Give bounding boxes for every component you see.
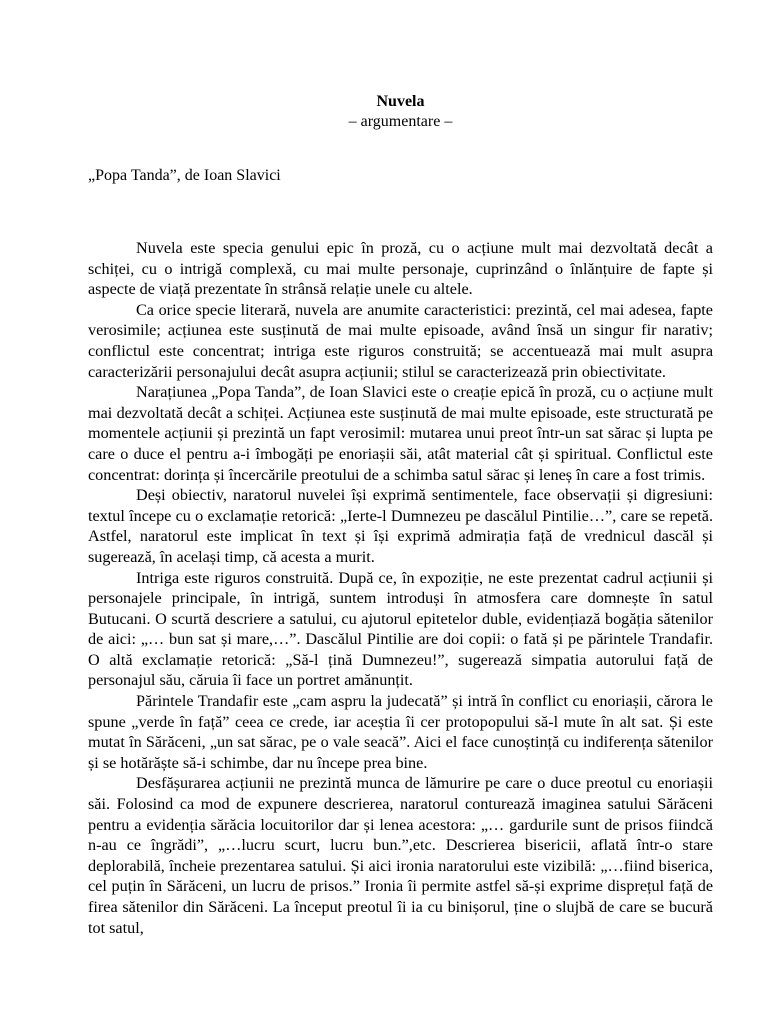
document-title: Nuvela: [376, 93, 425, 110]
paragraph: Deși obiectiv, naratorul nuvelei își exprimă sentimentele, face observații și digresiuni: textul începe cu o exclamație retorică: „Ierte-l Dumnezeu pe dascălul Pintilie…”, care se repetă. Astfel, naratorul este implicat în text și își exprimă admirația față de vrednicul dascăl și sugerează, în același timp, că acesta a murit.: [88, 486, 713, 566]
paragraph: Desfășurarea acțiunii ne prezintă munca de lămurire pe care o duce preotul cu enoriașii săi. Folosind ca mod de expunere descrierea, naratorul conturează imaginea satului Sărăceni pentru a evidenția sărăcia locuitorilor dar și lenea acestora: „… gardurile sunt de prisos fiindcă n-au ce îngrădi”, „…lucru scurt, lucru bun.”,etc. Descrierea bisericii, aflată într-o stare deplorabilă, încheie prezentarea satului. Și aici ironia naratorului este vizibilă: „…fiind biserica, cel puțin în Sărăceni, un lucru de prisos.” Ironia îi permite astfel să-și exprime disprețul față de firea sătenilor din Sărăceni. La început preotul îi ia cu binișorul, ține o slujbă de care se bucură tot satul,: [88, 774, 713, 937]
paragraph: Narațiunea „Popa Tanda”, de Ioan Slavici este o creație epică în proză, cu o acțiune mult mai dezvoltată decât a schiței. Acțiunea este susținută de mai multe episoade, este structurată pe momentele acțiunii și prezintă un fapt verosimil: mutarea unui preot într-un sat sărac și lupta pe care o duce el pentru a-i îmbogăți pe enoriașii săi, atât material cât și spiritual. Conflictul este concentrat: dorința și încercările preotului de a schimba satul sărac și leneș în care a fost trimis.: [88, 383, 713, 484]
paragraph: Ca orice specie literară, nuvela are anumite caracteristici: prezintă, cel mai adesea, fapte verosimile; acțiunea este susținută de mai multe episoade, având însă un singur fir narativ; conflictul este concentrat; intriga este riguros construită; se accentuează mai mult asupra caracterizării personajului decât asupra acțiunii; stilul se caracterizează prin obiectivitate.: [88, 300, 713, 381]
document-page: [88, 92, 713, 938]
paragraph: Nuvela este specia genului epic în proză, cu o acțiune mult mai dezvoltată decât a schiței, cu o intrigă complexă, cu mai multe personaje, cuprinzând o înlănțuire de fapte și aspecte de viață prezentate în strânsă relație unele cu altele.: [88, 239, 713, 299]
paragraph: Intriga este riguros construită. După ce, în expoziție, ne este prezentat cadrul acțiunii și personajele principale, în intrigă, suntem introduși în atmosfera care domnește în satul Butucani. O scurtă descriere a satului, cu ajutorul epitetelor duble, evidențiază bogăția sătenilor de aici: „… bun sat și mare,…”. Dascălul Pintilie are doi copii: o fată și pe părintele Trandafir. O altă exclamație retorică: „Să-l țină Dumnezeu!”, sugerează simpatia autorului față de personajul său, căruia îi face un portret amănunțit.: [88, 568, 713, 690]
document-subtitle: – argumentare –: [348, 113, 453, 130]
work-reference: „Popa Tanda”, de Ioan Slavici: [88, 167, 281, 184]
paragraph: Părintele Trandafir este „cam aspru la judecată” și intră în conflict cu enoriașii, cărora le spune „verde în față” ceea ce crede, iar aceștia îi cer protopopului să-l mute în alt sat. Și este mutat în Sărăceni, „un sat sărac, pe o vale seacă”. Aici el face cunoștință cu indiferența sătenilor și se hotărăște să-i schimbe, dar nu începe prea bine.: [88, 692, 713, 772]
body-text: [88, 238, 713, 938]
